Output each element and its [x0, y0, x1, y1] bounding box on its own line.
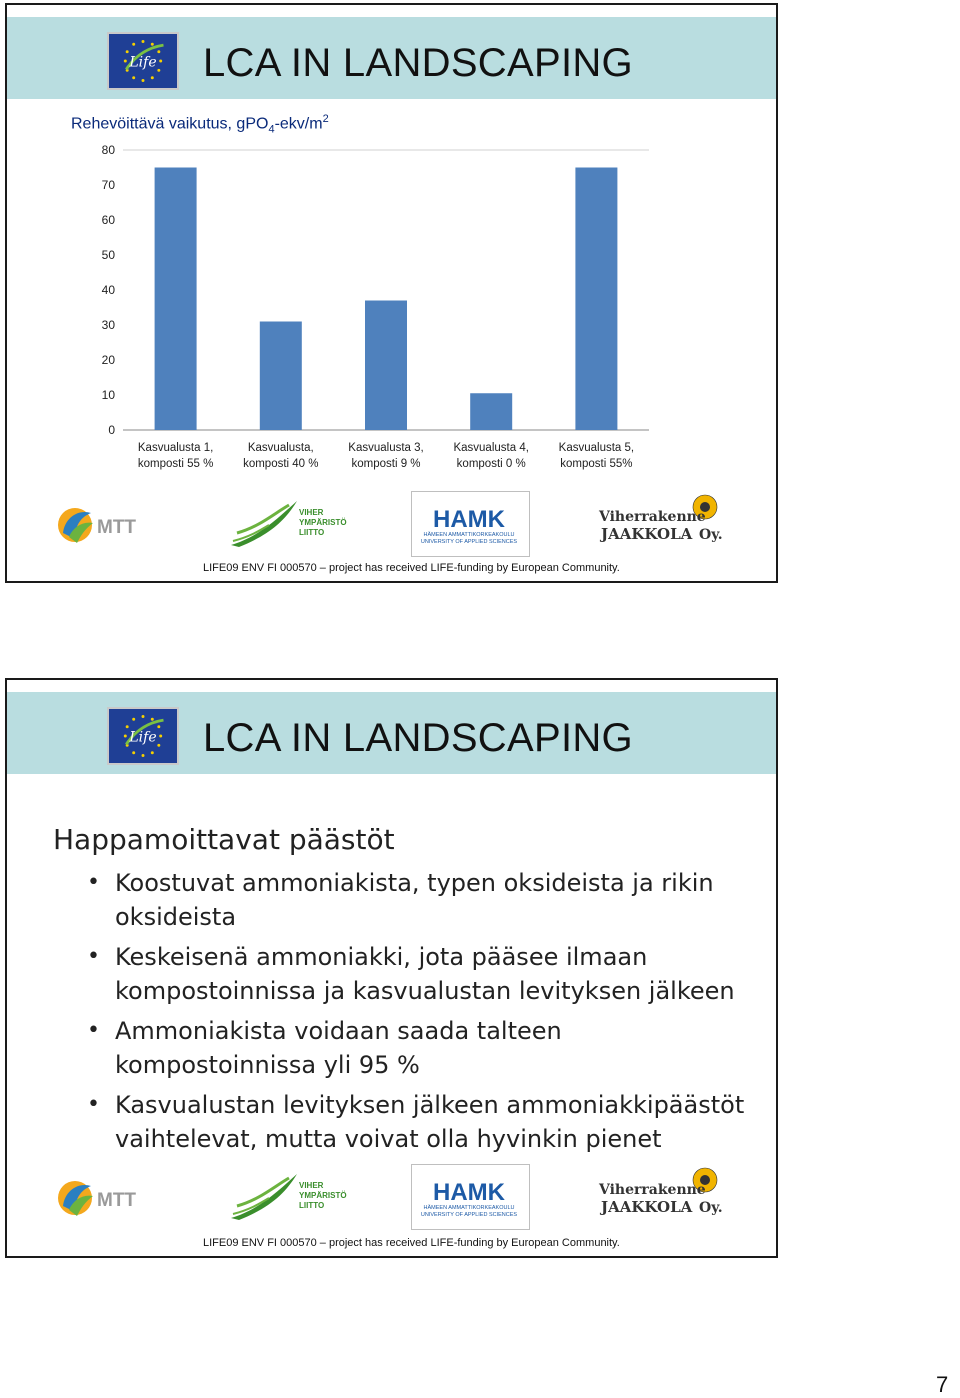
- svg-text:HÄMEEN AMMATTIKORKEAKOULU: HÄMEEN AMMATTIKORKEAKOULU: [423, 1205, 515, 1211]
- svg-text:YMPÄRISTÖ: YMPÄRISTÖ: [299, 518, 347, 527]
- svg-text:LIITTO: LIITTO: [299, 1201, 325, 1210]
- x-tick-label: Kasvualusta,: [247, 442, 314, 454]
- bar: [470, 393, 512, 430]
- svg-text:Life: Life: [129, 729, 157, 746]
- svg-text:HAMK: HAMK: [433, 1179, 505, 1206]
- x-tick-label: komposti 55 %: [137, 458, 214, 470]
- svg-text:HÄMEEN AMMATTIKORKEAKOULU: HÄMEEN AMMATTIKORKEAKOULU: [423, 532, 515, 538]
- bullet-item: • Kasvualustan levityksen jälkeen ammoniakkipäästöt vaihtelevat, mutta voivat olla hyvinkin pienet: [87, 1088, 747, 1156]
- svg-text:JAAKKOLA: JAAKKOLA: [601, 1198, 693, 1216]
- viher-ymparisto-liitto-logo: [229, 497, 349, 549]
- svg-text:VIHER: VIHER: [299, 1181, 324, 1190]
- slide-2: [5, 678, 778, 1258]
- x-tick-label: Kasvualusta 5,: [558, 442, 635, 454]
- y-tick-label: 50: [101, 248, 115, 262]
- bar-chart: [7, 5, 778, 485]
- svg-text:HAMK: HAMK: [433, 506, 505, 533]
- svg-text:UNIVERSITY OF APPLIED SCIENCES: UNIVERSITY OF APPLIED SCIENCES: [420, 539, 518, 545]
- bullet-item: • Ammoniakista voidaan saada talteen kompostoinnissa yli 95 %: [87, 1014, 747, 1082]
- section-heading: Happamoittavat päästöt: [53, 823, 395, 856]
- partner-logos: [7, 485, 776, 565]
- x-tick-label: komposti 0 %: [456, 458, 526, 470]
- x-tick-label: komposti 55%: [560, 458, 633, 470]
- y-tick-label: 20: [101, 353, 115, 367]
- svg-text:Viherrakenne: Viherrakenne: [599, 509, 706, 525]
- funding-footer: LIFE09 ENV FI 000570 – project has received LIFE-funding by European Community.: [203, 1237, 620, 1249]
- bar: [260, 322, 302, 431]
- svg-text:YMPÄRISTÖ: YMPÄRISTÖ: [299, 1191, 347, 1200]
- svg-text:UNIVERSITY OF APPLIED SCIENCES: UNIVERSITY OF APPLIED SCIENCES: [420, 1212, 518, 1218]
- x-tick-label: komposti 9 %: [351, 458, 421, 470]
- x-tick-label: Kasvualusta 1,: [137, 442, 214, 454]
- viherrakenne-jaakkola-logo: [597, 1166, 729, 1222]
- bar: [365, 301, 407, 431]
- svg-text:Oy.: Oy.: [699, 1200, 723, 1216]
- y-tick-label: 60: [101, 213, 115, 227]
- slide-title: LCA IN LANDSCAPING: [203, 716, 633, 760]
- viher-ymparisto-liitto-logo: [229, 1170, 349, 1222]
- page-number: 7: [936, 1372, 949, 1397]
- mtt-logo: [55, 1176, 147, 1220]
- svg-text:JAAKKOLA: JAAKKOLA: [601, 525, 693, 543]
- funding-footer: LIFE09 ENV FI 000570 – project has received LIFE-funding by European Community.: [203, 562, 620, 574]
- x-tick-label: Kasvualusta 4,: [453, 442, 529, 454]
- hamk-logo: [411, 1164, 531, 1230]
- x-tick-label: komposti 40 %: [243, 458, 319, 470]
- partner-logos: [7, 1158, 776, 1238]
- chart-title: Rehevöittävä vaikutus, $gPO_4-ekv/m^2$: [71, 113, 329, 136]
- slide-1: [5, 3, 778, 583]
- svg-text:Life: Life: [129, 54, 157, 71]
- y-tick-label: 40: [101, 283, 115, 297]
- y-tick-label: 0: [108, 423, 115, 437]
- svg-text:MTT: MTT: [97, 1190, 137, 1211]
- bar: [155, 168, 197, 431]
- mtt-logo: [55, 503, 147, 547]
- svg-text:Oy.: Oy.: [699, 527, 723, 543]
- slide-title: LCA IN LANDSCAPING: [203, 41, 633, 85]
- bar: [575, 168, 617, 431]
- x-tick-label: Kasvualusta 3,: [348, 442, 424, 454]
- svg-text:MTT: MTT: [97, 517, 137, 538]
- bullet-item: • Koostuvat ammoniakista, typen oksideista ja rikin oksideista: [87, 866, 747, 934]
- svg-text:Viherrakenne: Viherrakenne: [599, 1182, 706, 1198]
- y-tick-label: 80: [101, 143, 115, 157]
- viherrakenne-jaakkola-logo: [597, 493, 729, 549]
- svg-text:LIITTO: LIITTO: [299, 528, 325, 537]
- y-tick-label: 30: [101, 318, 115, 332]
- y-tick-label: 10: [101, 388, 115, 402]
- bullet-list: [87, 866, 747, 1162]
- life-logo: [107, 707, 179, 765]
- bullet-item: • Keskeisenä ammoniakki, jota pääsee ilmaan kompostoinnissa ja kasvualustan levityksen jälkeen: [87, 940, 747, 1008]
- svg-text:VIHER: VIHER: [299, 508, 324, 517]
- hamk-logo: [411, 491, 531, 557]
- y-tick-label: 70: [101, 178, 115, 192]
